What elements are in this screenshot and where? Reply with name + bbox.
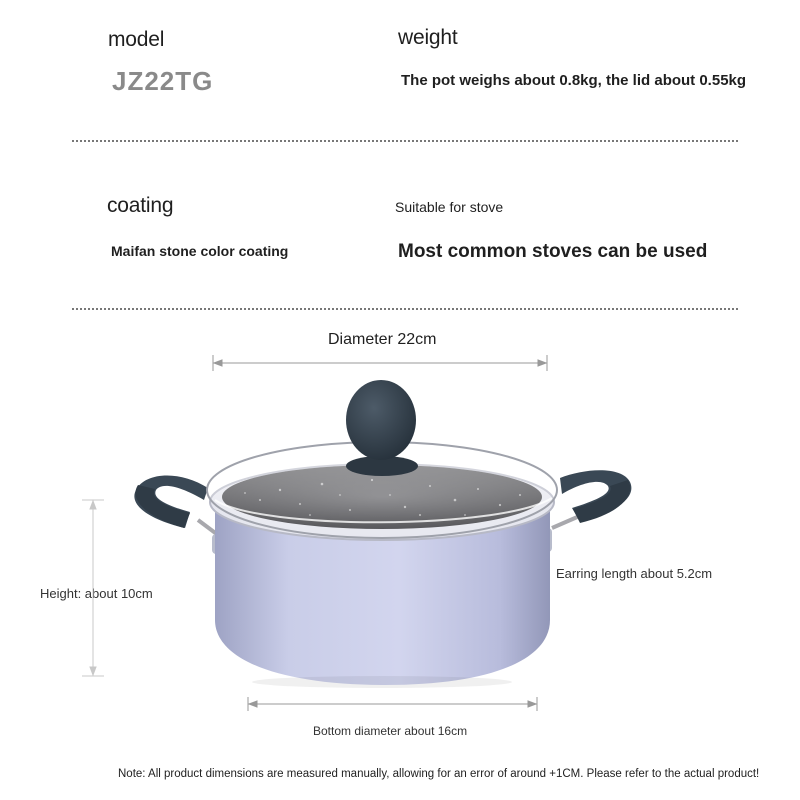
disclaimer-note: Note: All product dimensions are measured manually, allowing for an error of around +1CM. Please refer to the actual product! xyxy=(118,768,760,780)
weight-value: The pot weighs about 0.8kg, the lid about 0.55kg xyxy=(401,72,747,89)
coating-label: coating xyxy=(107,194,174,217)
stove-value: Most common stoves can be used xyxy=(398,241,708,262)
model-label: model xyxy=(108,28,165,51)
bottom-diameter-label: Bottom diameter about 16cm xyxy=(313,724,468,738)
height-arrow xyxy=(82,500,104,676)
weight-label: weight xyxy=(398,26,458,49)
coating-value: Maifan stone color coating xyxy=(111,243,289,259)
diameter-arrow xyxy=(213,355,547,371)
lid-knob xyxy=(346,380,418,476)
height-label: Height: about 10cm xyxy=(40,586,153,601)
stove-label: Suitable for stove xyxy=(395,199,504,215)
model-value: JZ22TG xyxy=(112,66,214,96)
earring-label: Earring length about 5.2cm xyxy=(556,566,713,581)
bottom-diameter-arrow xyxy=(248,697,537,711)
diameter-label: Diameter 22cm xyxy=(328,331,437,348)
